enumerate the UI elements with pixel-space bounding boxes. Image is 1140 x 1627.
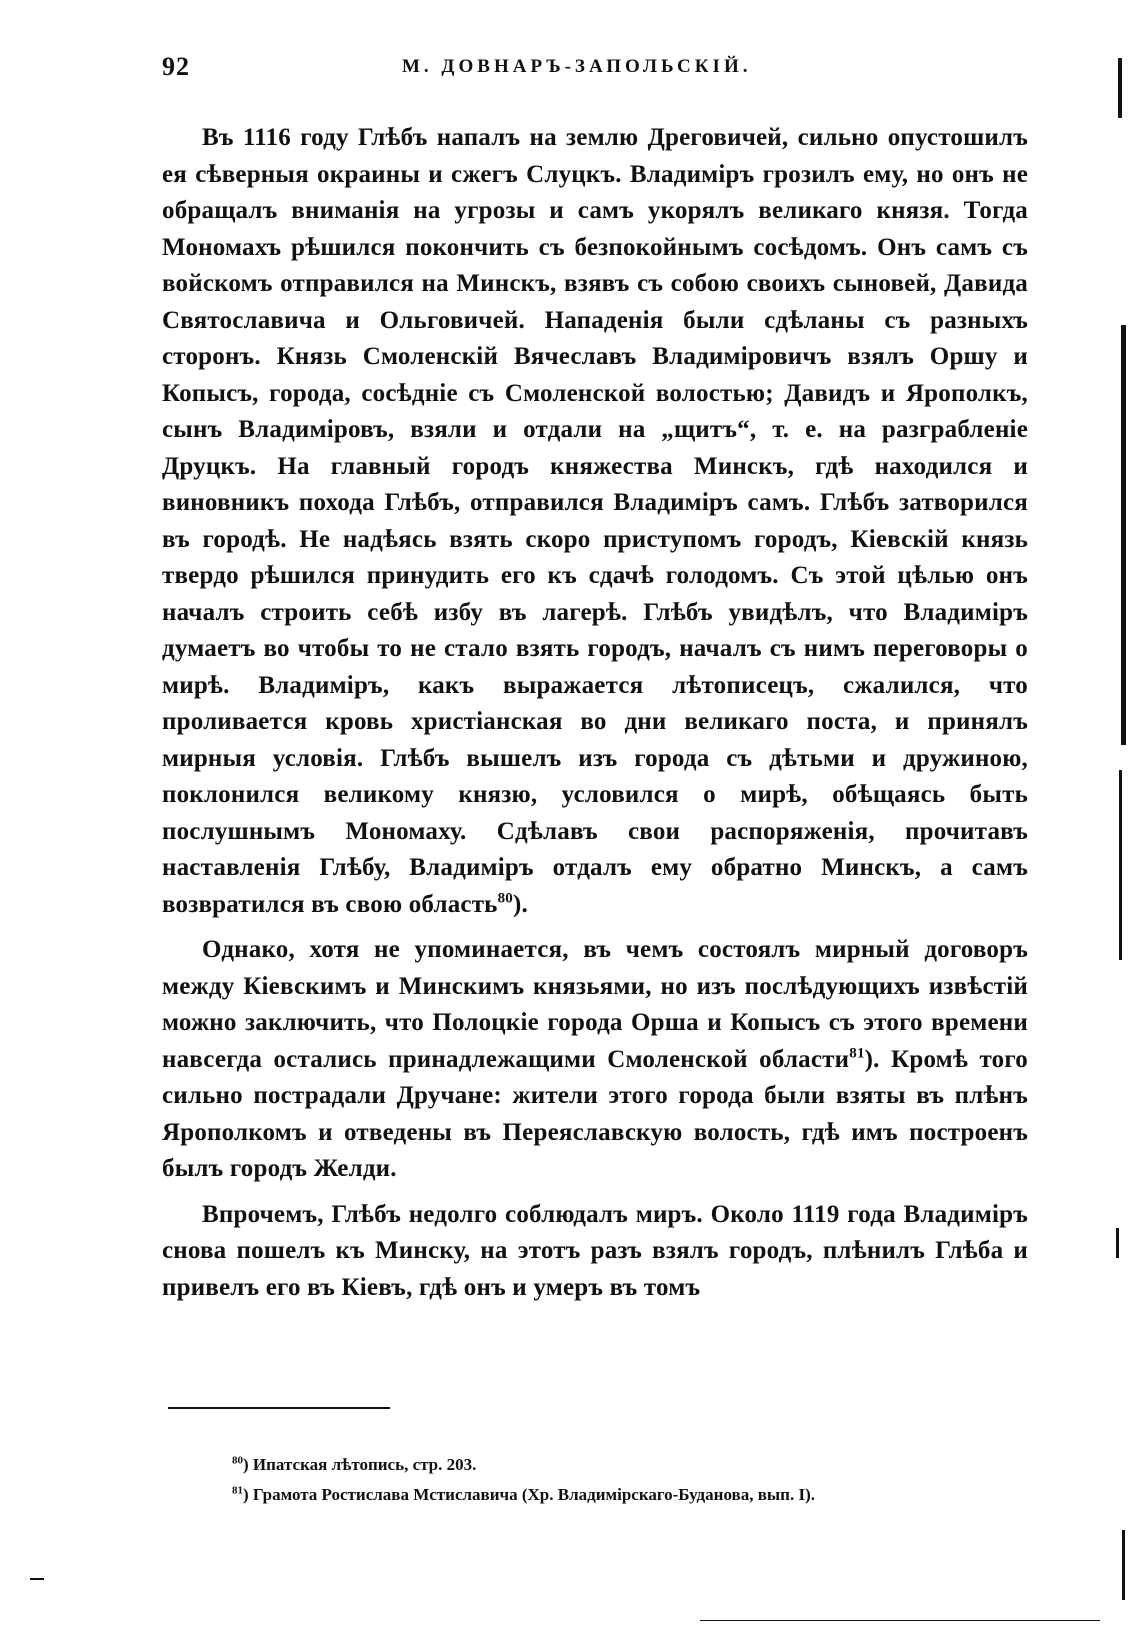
footnote-81 <box>232 1480 1032 1510</box>
footnote-divider <box>168 1407 390 1409</box>
scan-edge-mark <box>1116 1228 1119 1258</box>
paragraph-text: Впрочемъ, Глѣбъ недолго соблюдалъ миръ. Около 1119 года Владиміръ снова пошелъ къ Минску, на этотъ разъ взялъ городъ, плѣнилъ Глѣба и привелъ его въ Кіевъ, гдѣ онъ и умеръ въ томъ <box>162 1200 1028 1301</box>
footnote-mark: 81 <box>232 1484 243 1497</box>
scan-edge-mark <box>1121 325 1126 745</box>
footnote-text: ) Ипатская лѣтопись, стр. 203. <box>243 1455 477 1474</box>
paragraph-2 <box>162 932 1028 1188</box>
page-number: 92 <box>162 52 190 81</box>
scan-edge-mark <box>1122 1530 1125 1600</box>
footnote-80 <box>232 1450 1032 1480</box>
footnote-ref: 80 <box>497 890 514 907</box>
body-text <box>162 120 1028 1306</box>
scan-edge-mark <box>1118 58 1122 118</box>
footnote-text: ) Грамота Ростислава Мстиславича (Хр. Владимірскаго-Буданова, вып. I). <box>243 1485 815 1504</box>
paragraph-1 <box>162 120 1028 923</box>
footnote-ref: 81 <box>849 1045 865 1062</box>
paragraph-tail: ). Кромѣ того сильно пострадали Дручане: жители этого города были взяты въ плѣнъ Ярополкомъ и отведены въ Переяславскую волость, гдѣ имъ построенъ былъ городъ Желди. <box>162 1045 1028 1182</box>
footnotes <box>232 1450 1032 1510</box>
scan-edge-mark <box>30 1578 44 1580</box>
paragraph-text: Однако, хотя не упоминается, въ чемъ состоялъ мирный договоръ между Кіевскимъ и Минскимъ князьями, но изъ послѣдующихъ извѣстій можно заключить, что Полоцкіе города Орша и Копысъ съ этого времени навсегда остались принадлежащими Смоленской области <box>162 936 1028 1073</box>
scan-edge-mark <box>1119 770 1122 960</box>
scan-edge-mark <box>700 1620 1100 1621</box>
footnote-mark: 80 <box>232 1454 243 1467</box>
paragraph-text: Въ 1116 году Глѣбъ напалъ на землю Дреговичей, сильно опустошилъ ея сѣверныя окраины и сжегъ Слуцкъ. Владиміръ грозилъ ему, но онъ не обращалъ вниманія на угрозы и самъ укорялъ великаго князя. Тогда Мономахъ рѣшился покончить съ безпокойнымъ сосѣдомъ. Онъ самъ съ войскомъ отправился на Минскъ, взявъ съ собою своихъ сыновей, Давида Святославича и Ольговичей. Нападенія были сдѣланы съ разныхъ сторонъ. Князь Смоленскій Вячеславъ Владиміровичъ взялъ Оршу и Копысъ, города, сосѣдніе съ Смоленской волостью; Давидъ и Ярополкъ, сынъ Владиміровъ, взяли и отдали на „щитъ“, т. е. на разграбленіе Друцкъ. На главный городъ княжества Минскъ, гдѣ находился и виновникъ похода Глѣбъ, отправился Владиміръ самъ. Глѣбъ затворился въ городѣ. Не надѣясь взять скоро приступомъ городъ, Кіевскій князь твердо рѣшился принудить его къ сдачѣ голодомъ. Съ этой цѣлью онъ началъ строить себѣ избу въ лагерѣ. Глѣбъ увидѣлъ, что Владиміръ думаетъ во чтобы то не стало взять городъ, началъ съ нимъ переговоры о мирѣ. Владиміръ, какъ выражается лѣтописецъ, сжалился, что проливается кровь христіанская во дни великаго поста, и принялъ мирныя условія. Глѣбъ вышелъ изъ города съ дѣтьми и дружиною, поклонился великому князю, условился о мирѣ, обѣщаясь быть послушнымъ Мономаху. Сдѣлавъ свои распоряженія, прочитавъ наставленія Глѣбу, Владиміръ отдалъ ему обратно Минскъ, а самъ возвратился въ свою область <box>162 124 1028 918</box>
page-header <box>162 52 1028 92</box>
running-title: М. ДОВНАРЪ-ЗАПОЛЬСКІЙ. <box>402 56 752 77</box>
paragraph-tail: ). <box>513 890 528 918</box>
paragraph-3 <box>162 1197 1028 1307</box>
